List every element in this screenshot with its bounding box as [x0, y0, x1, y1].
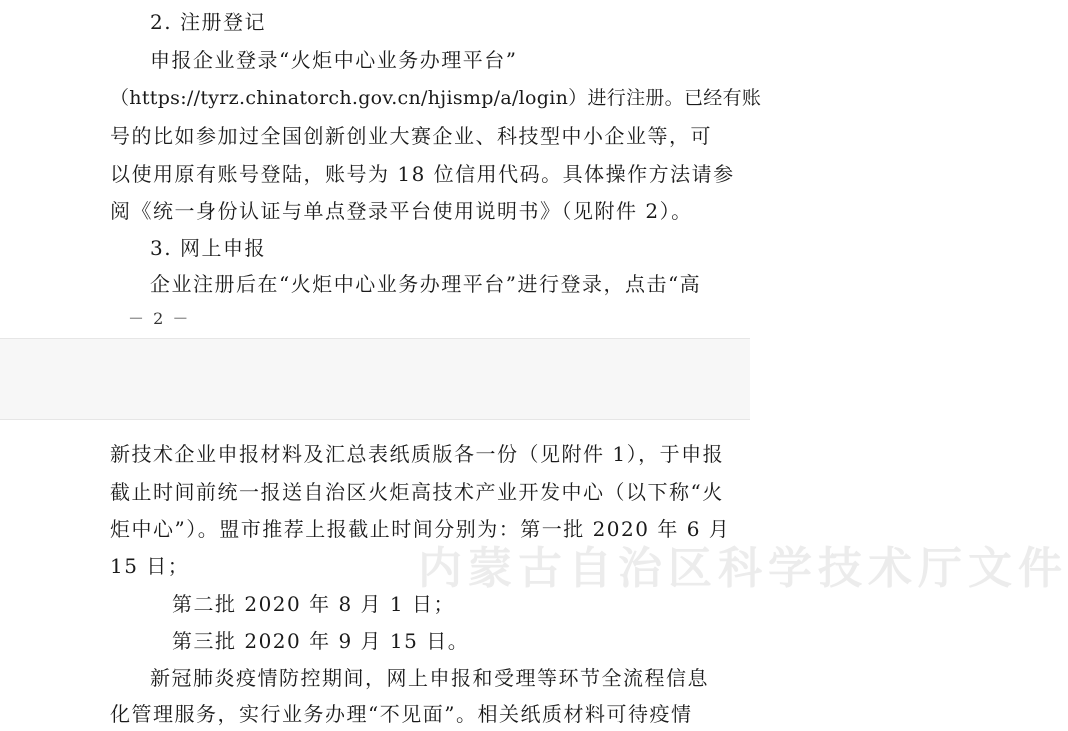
paragraph-line: 号的比如参加过全国创新创业大赛企业、科技型中小企业等，可 — [110, 124, 712, 148]
paragraph-line: 企业注册后在“火炬中心业务办理平台”进行登录，点击“高 — [150, 272, 702, 296]
watermark: 内蒙古自治区科学技术厅文件 — [418, 543, 1068, 594]
page-gap — [0, 338, 750, 420]
section-heading-2: 2. 注册登记 — [150, 10, 266, 34]
paragraph-line: 第三批 2020 年 9 月 15 日。 — [172, 629, 470, 653]
page-number: － 2 － — [128, 309, 191, 328]
paragraph-line: 15 日； — [110, 554, 190, 578]
paragraph-line: 新冠肺炎疫情防控期间，网上申报和受理等环节全流程信息 — [150, 666, 709, 690]
paragraph-line: 化管理服务，实行业务办理“不见面”。相关纸质材料可待疫情 — [110, 702, 693, 726]
section-heading-3: 3. 网上申报 — [150, 236, 266, 260]
paragraph-line: 新技术企业申报材料及汇总表纸质版各一份（见附件 1），于申报 — [110, 442, 725, 466]
paragraph-line: （https://tyrz.chinatorch.gov.cn/hjismp/a/login）进行注册。已经有账 — [110, 87, 762, 109]
paragraph-line: 以使用原有账号登陆，账号为 18 位信用代码。具体操作方法请参 — [110, 162, 735, 186]
paragraph-line: 炬中心”）。盟市推荐上报截止时间分别为：第一批 2020 年 6 月 — [110, 517, 731, 541]
paragraph-line: 阅《统一身份认证与单点登录平台使用说明书》（见附件 2）。 — [110, 199, 693, 223]
paragraph-line: 第二批 2020 年 8 月 1 日； — [172, 592, 455, 616]
paragraph-line: 申报企业登录“火炬中心业务办理平台” — [150, 48, 518, 72]
paragraph-line: 截止时间前统一报送自治区火炬高技术产业开发中心（以下称“火 — [110, 480, 724, 504]
